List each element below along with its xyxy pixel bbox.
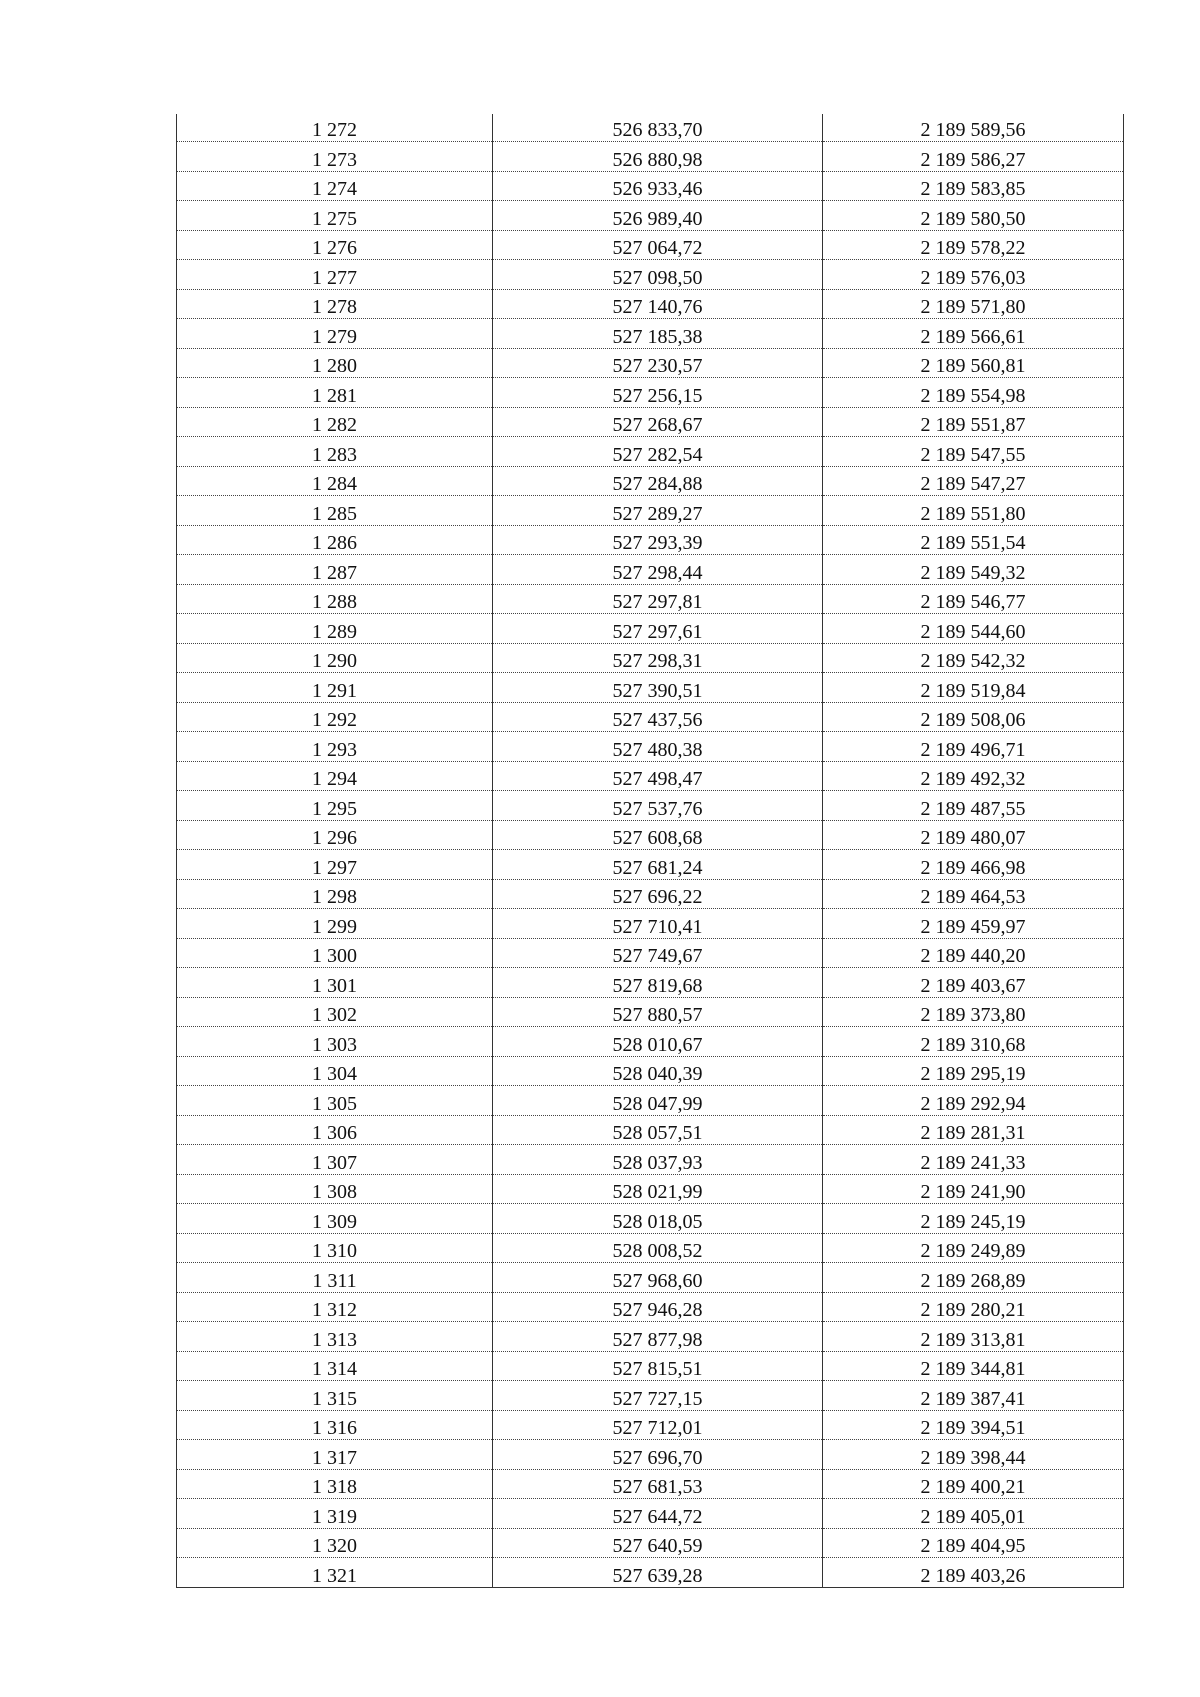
point-number-cell: 1 300 <box>177 938 493 968</box>
y-coordinate-cell: 2 189 566,61 <box>823 319 1124 349</box>
y-coordinate-cell: 2 189 295,19 <box>823 1056 1124 1086</box>
table-row <box>177 1204 1124 1234</box>
y-coordinate-cell: 2 189 466,98 <box>823 850 1124 880</box>
x-coordinate-cell: 527 297,81 <box>493 584 823 614</box>
y-coordinate-cell: 2 189 241,90 <box>823 1174 1124 1204</box>
x-coordinate-cell: 528 047,99 <box>493 1086 823 1116</box>
y-coordinate-cell: 2 189 292,94 <box>823 1086 1124 1116</box>
y-coordinate-cell: 2 189 281,31 <box>823 1115 1124 1145</box>
point-number-cell: 1 312 <box>177 1292 493 1322</box>
table-row <box>177 761 1124 791</box>
x-coordinate-cell: 527 098,50 <box>493 260 823 290</box>
table-row <box>177 437 1124 467</box>
table-row <box>177 1233 1124 1263</box>
x-coordinate-cell: 527 968,60 <box>493 1263 823 1293</box>
point-number-cell: 1 276 <box>177 230 493 260</box>
y-coordinate-cell: 2 189 487,55 <box>823 791 1124 821</box>
point-number-cell: 1 318 <box>177 1469 493 1499</box>
coordinates-table-body <box>177 114 1124 1587</box>
point-number-cell: 1 309 <box>177 1204 493 1234</box>
y-coordinate-cell: 2 189 544,60 <box>823 614 1124 644</box>
x-coordinate-cell: 527 644,72 <box>493 1499 823 1529</box>
y-coordinate-cell: 2 189 571,80 <box>823 289 1124 319</box>
x-coordinate-cell: 527 710,41 <box>493 909 823 939</box>
point-number-cell: 1 289 <box>177 614 493 644</box>
point-number-cell: 1 302 <box>177 997 493 1027</box>
y-coordinate-cell: 2 189 576,03 <box>823 260 1124 290</box>
y-coordinate-cell: 2 189 547,55 <box>823 437 1124 467</box>
y-coordinate-cell: 2 189 542,32 <box>823 643 1124 673</box>
point-number-cell: 1 281 <box>177 378 493 408</box>
point-number-cell: 1 292 <box>177 702 493 732</box>
x-coordinate-cell: 527 390,51 <box>493 673 823 703</box>
point-number-cell: 1 301 <box>177 968 493 998</box>
y-coordinate-cell: 2 189 551,80 <box>823 496 1124 526</box>
table-row <box>177 1145 1124 1175</box>
point-number-cell: 1 320 <box>177 1528 493 1558</box>
y-coordinate-cell: 2 189 547,27 <box>823 466 1124 496</box>
x-coordinate-cell: 526 933,46 <box>493 171 823 201</box>
table-row <box>177 1027 1124 1057</box>
point-number-cell: 1 313 <box>177 1322 493 1352</box>
x-coordinate-cell: 528 037,93 <box>493 1145 823 1175</box>
table-row <box>177 1381 1124 1411</box>
x-coordinate-cell: 527 282,54 <box>493 437 823 467</box>
x-coordinate-cell: 528 008,52 <box>493 1233 823 1263</box>
y-coordinate-cell: 2 189 280,21 <box>823 1292 1124 1322</box>
point-number-cell: 1 311 <box>177 1263 493 1293</box>
y-coordinate-cell: 2 189 583,85 <box>823 171 1124 201</box>
y-coordinate-cell: 2 189 508,06 <box>823 702 1124 732</box>
point-number-cell: 1 314 <box>177 1351 493 1381</box>
x-coordinate-cell: 527 293,39 <box>493 525 823 555</box>
table-row <box>177 879 1124 909</box>
x-coordinate-cell: 527 696,70 <box>493 1440 823 1470</box>
point-number-cell: 1 282 <box>177 407 493 437</box>
y-coordinate-cell: 2 189 344,81 <box>823 1351 1124 1381</box>
y-coordinate-cell: 2 189 464,53 <box>823 879 1124 909</box>
table-row <box>177 555 1124 585</box>
x-coordinate-cell: 527 819,68 <box>493 968 823 998</box>
x-coordinate-cell: 527 880,57 <box>493 997 823 1027</box>
point-number-cell: 1 317 <box>177 1440 493 1470</box>
table-row <box>177 702 1124 732</box>
x-coordinate-cell: 527 712,01 <box>493 1410 823 1440</box>
table-row <box>177 732 1124 762</box>
x-coordinate-cell: 528 040,39 <box>493 1056 823 1086</box>
point-number-cell: 1 303 <box>177 1027 493 1057</box>
table-row <box>177 1351 1124 1381</box>
point-number-cell: 1 283 <box>177 437 493 467</box>
point-number-cell: 1 280 <box>177 348 493 378</box>
x-coordinate-cell: 527 640,59 <box>493 1528 823 1558</box>
point-number-cell: 1 290 <box>177 643 493 673</box>
table-row <box>177 968 1124 998</box>
x-coordinate-cell: 527 297,61 <box>493 614 823 644</box>
y-coordinate-cell: 2 189 580,50 <box>823 201 1124 231</box>
point-number-cell: 1 307 <box>177 1145 493 1175</box>
x-coordinate-cell: 527 480,38 <box>493 732 823 762</box>
table-row <box>177 1263 1124 1293</box>
point-number-cell: 1 284 <box>177 466 493 496</box>
table-row <box>177 1558 1124 1588</box>
point-number-cell: 1 308 <box>177 1174 493 1204</box>
table-row <box>177 850 1124 880</box>
x-coordinate-cell: 527 298,31 <box>493 643 823 673</box>
x-coordinate-cell: 526 880,98 <box>493 142 823 172</box>
x-coordinate-cell: 528 010,67 <box>493 1027 823 1057</box>
table-row <box>177 643 1124 673</box>
point-number-cell: 1 277 <box>177 260 493 290</box>
point-number-cell: 1 278 <box>177 289 493 319</box>
table-row <box>177 114 1124 142</box>
x-coordinate-cell: 527 298,44 <box>493 555 823 585</box>
x-coordinate-cell: 527 230,57 <box>493 348 823 378</box>
table-row <box>177 260 1124 290</box>
x-coordinate-cell: 527 749,67 <box>493 938 823 968</box>
point-number-cell: 1 295 <box>177 791 493 821</box>
y-coordinate-cell: 2 189 403,67 <box>823 968 1124 998</box>
y-coordinate-cell: 2 189 492,32 <box>823 761 1124 791</box>
y-coordinate-cell: 2 189 310,68 <box>823 1027 1124 1057</box>
point-number-cell: 1 321 <box>177 1558 493 1588</box>
x-coordinate-cell: 527 268,67 <box>493 407 823 437</box>
point-number-cell: 1 299 <box>177 909 493 939</box>
table-row <box>177 230 1124 260</box>
point-number-cell: 1 285 <box>177 496 493 526</box>
y-coordinate-cell: 2 189 549,32 <box>823 555 1124 585</box>
table-row <box>177 378 1124 408</box>
x-coordinate-cell: 527 437,56 <box>493 702 823 732</box>
x-coordinate-cell: 527 256,15 <box>493 378 823 408</box>
y-coordinate-cell: 2 189 551,54 <box>823 525 1124 555</box>
y-coordinate-cell: 2 189 589,56 <box>823 114 1124 142</box>
table-row <box>177 142 1124 172</box>
table-row <box>177 938 1124 968</box>
point-number-cell: 1 274 <box>177 171 493 201</box>
point-number-cell: 1 310 <box>177 1233 493 1263</box>
point-number-cell: 1 296 <box>177 820 493 850</box>
x-coordinate-cell: 527 815,51 <box>493 1351 823 1381</box>
x-coordinate-cell: 527 498,47 <box>493 761 823 791</box>
table-row <box>177 466 1124 496</box>
y-coordinate-cell: 2 189 480,07 <box>823 820 1124 850</box>
table-row <box>177 319 1124 349</box>
table-row <box>177 407 1124 437</box>
x-coordinate-cell: 527 727,15 <box>493 1381 823 1411</box>
x-coordinate-cell: 527 877,98 <box>493 1322 823 1352</box>
table-row <box>177 1528 1124 1558</box>
table-row <box>177 171 1124 201</box>
y-coordinate-cell: 2 189 546,77 <box>823 584 1124 614</box>
point-number-cell: 1 298 <box>177 879 493 909</box>
y-coordinate-cell: 2 189 551,87 <box>823 407 1124 437</box>
x-coordinate-cell: 527 284,88 <box>493 466 823 496</box>
point-number-cell: 1 275 <box>177 201 493 231</box>
x-coordinate-cell: 526 989,40 <box>493 201 823 231</box>
table-row <box>177 584 1124 614</box>
point-number-cell: 1 297 <box>177 850 493 880</box>
point-number-cell: 1 305 <box>177 1086 493 1116</box>
y-coordinate-cell: 2 189 440,20 <box>823 938 1124 968</box>
table-row <box>177 525 1124 555</box>
y-coordinate-cell: 2 189 241,33 <box>823 1145 1124 1175</box>
table-row <box>177 1322 1124 1352</box>
x-coordinate-cell: 527 639,28 <box>493 1558 823 1588</box>
x-coordinate-cell: 527 681,24 <box>493 850 823 880</box>
x-coordinate-cell: 527 289,27 <box>493 496 823 526</box>
table-row <box>177 791 1124 821</box>
table-row <box>177 1174 1124 1204</box>
point-number-cell: 1 288 <box>177 584 493 614</box>
point-number-cell: 1 306 <box>177 1115 493 1145</box>
table-row <box>177 820 1124 850</box>
point-number-cell: 1 319 <box>177 1499 493 1529</box>
coordinates-table <box>176 114 1124 1588</box>
x-coordinate-cell: 527 696,22 <box>493 879 823 909</box>
x-coordinate-cell: 527 537,76 <box>493 791 823 821</box>
table-row <box>177 1086 1124 1116</box>
x-coordinate-cell: 528 057,51 <box>493 1115 823 1145</box>
y-coordinate-cell: 2 189 398,44 <box>823 1440 1124 1470</box>
y-coordinate-cell: 2 189 387,41 <box>823 1381 1124 1411</box>
point-number-cell: 1 304 <box>177 1056 493 1086</box>
x-coordinate-cell: 527 140,76 <box>493 289 823 319</box>
table-row <box>177 348 1124 378</box>
y-coordinate-cell: 2 189 578,22 <box>823 230 1124 260</box>
y-coordinate-cell: 2 189 373,80 <box>823 997 1124 1027</box>
x-coordinate-cell: 528 018,05 <box>493 1204 823 1234</box>
table-row <box>177 614 1124 644</box>
y-coordinate-cell: 2 189 400,21 <box>823 1469 1124 1499</box>
point-number-cell: 1 316 <box>177 1410 493 1440</box>
x-coordinate-cell: 527 946,28 <box>493 1292 823 1322</box>
table-row <box>177 1499 1124 1529</box>
point-number-cell: 1 315 <box>177 1381 493 1411</box>
table-row <box>177 1469 1124 1499</box>
table-row <box>177 1056 1124 1086</box>
table-row <box>177 1440 1124 1470</box>
y-coordinate-cell: 2 189 249,89 <box>823 1233 1124 1263</box>
table-row <box>177 496 1124 526</box>
table-row <box>177 997 1124 1027</box>
table-row <box>177 201 1124 231</box>
table-row <box>177 289 1124 319</box>
table-row <box>177 1292 1124 1322</box>
y-coordinate-cell: 2 189 554,98 <box>823 378 1124 408</box>
table-row <box>177 1410 1124 1440</box>
point-number-cell: 1 293 <box>177 732 493 762</box>
point-number-cell: 1 286 <box>177 525 493 555</box>
y-coordinate-cell: 2 189 313,81 <box>823 1322 1124 1352</box>
point-number-cell: 1 279 <box>177 319 493 349</box>
table-row <box>177 1115 1124 1145</box>
point-number-cell: 1 273 <box>177 142 493 172</box>
y-coordinate-cell: 2 189 560,81 <box>823 348 1124 378</box>
table-row <box>177 909 1124 939</box>
x-coordinate-cell: 527 608,68 <box>493 820 823 850</box>
point-number-cell: 1 294 <box>177 761 493 791</box>
y-coordinate-cell: 2 189 586,27 <box>823 142 1124 172</box>
point-number-cell: 1 291 <box>177 673 493 703</box>
y-coordinate-cell: 2 189 394,51 <box>823 1410 1124 1440</box>
y-coordinate-cell: 2 189 496,71 <box>823 732 1124 762</box>
x-coordinate-cell: 527 681,53 <box>493 1469 823 1499</box>
y-coordinate-cell: 2 189 405,01 <box>823 1499 1124 1529</box>
point-number-cell: 1 287 <box>177 555 493 585</box>
table-row <box>177 673 1124 703</box>
y-coordinate-cell: 2 189 404,95 <box>823 1528 1124 1558</box>
y-coordinate-cell: 2 189 268,89 <box>823 1263 1124 1293</box>
y-coordinate-cell: 2 189 519,84 <box>823 673 1124 703</box>
y-coordinate-cell: 2 189 403,26 <box>823 1558 1124 1588</box>
x-coordinate-cell: 528 021,99 <box>493 1174 823 1204</box>
y-coordinate-cell: 2 189 245,19 <box>823 1204 1124 1234</box>
x-coordinate-cell: 527 185,38 <box>493 319 823 349</box>
y-coordinate-cell: 2 189 459,97 <box>823 909 1124 939</box>
x-coordinate-cell: 526 833,70 <box>493 114 823 142</box>
point-number-cell: 1 272 <box>177 114 493 142</box>
x-coordinate-cell: 527 064,72 <box>493 230 823 260</box>
